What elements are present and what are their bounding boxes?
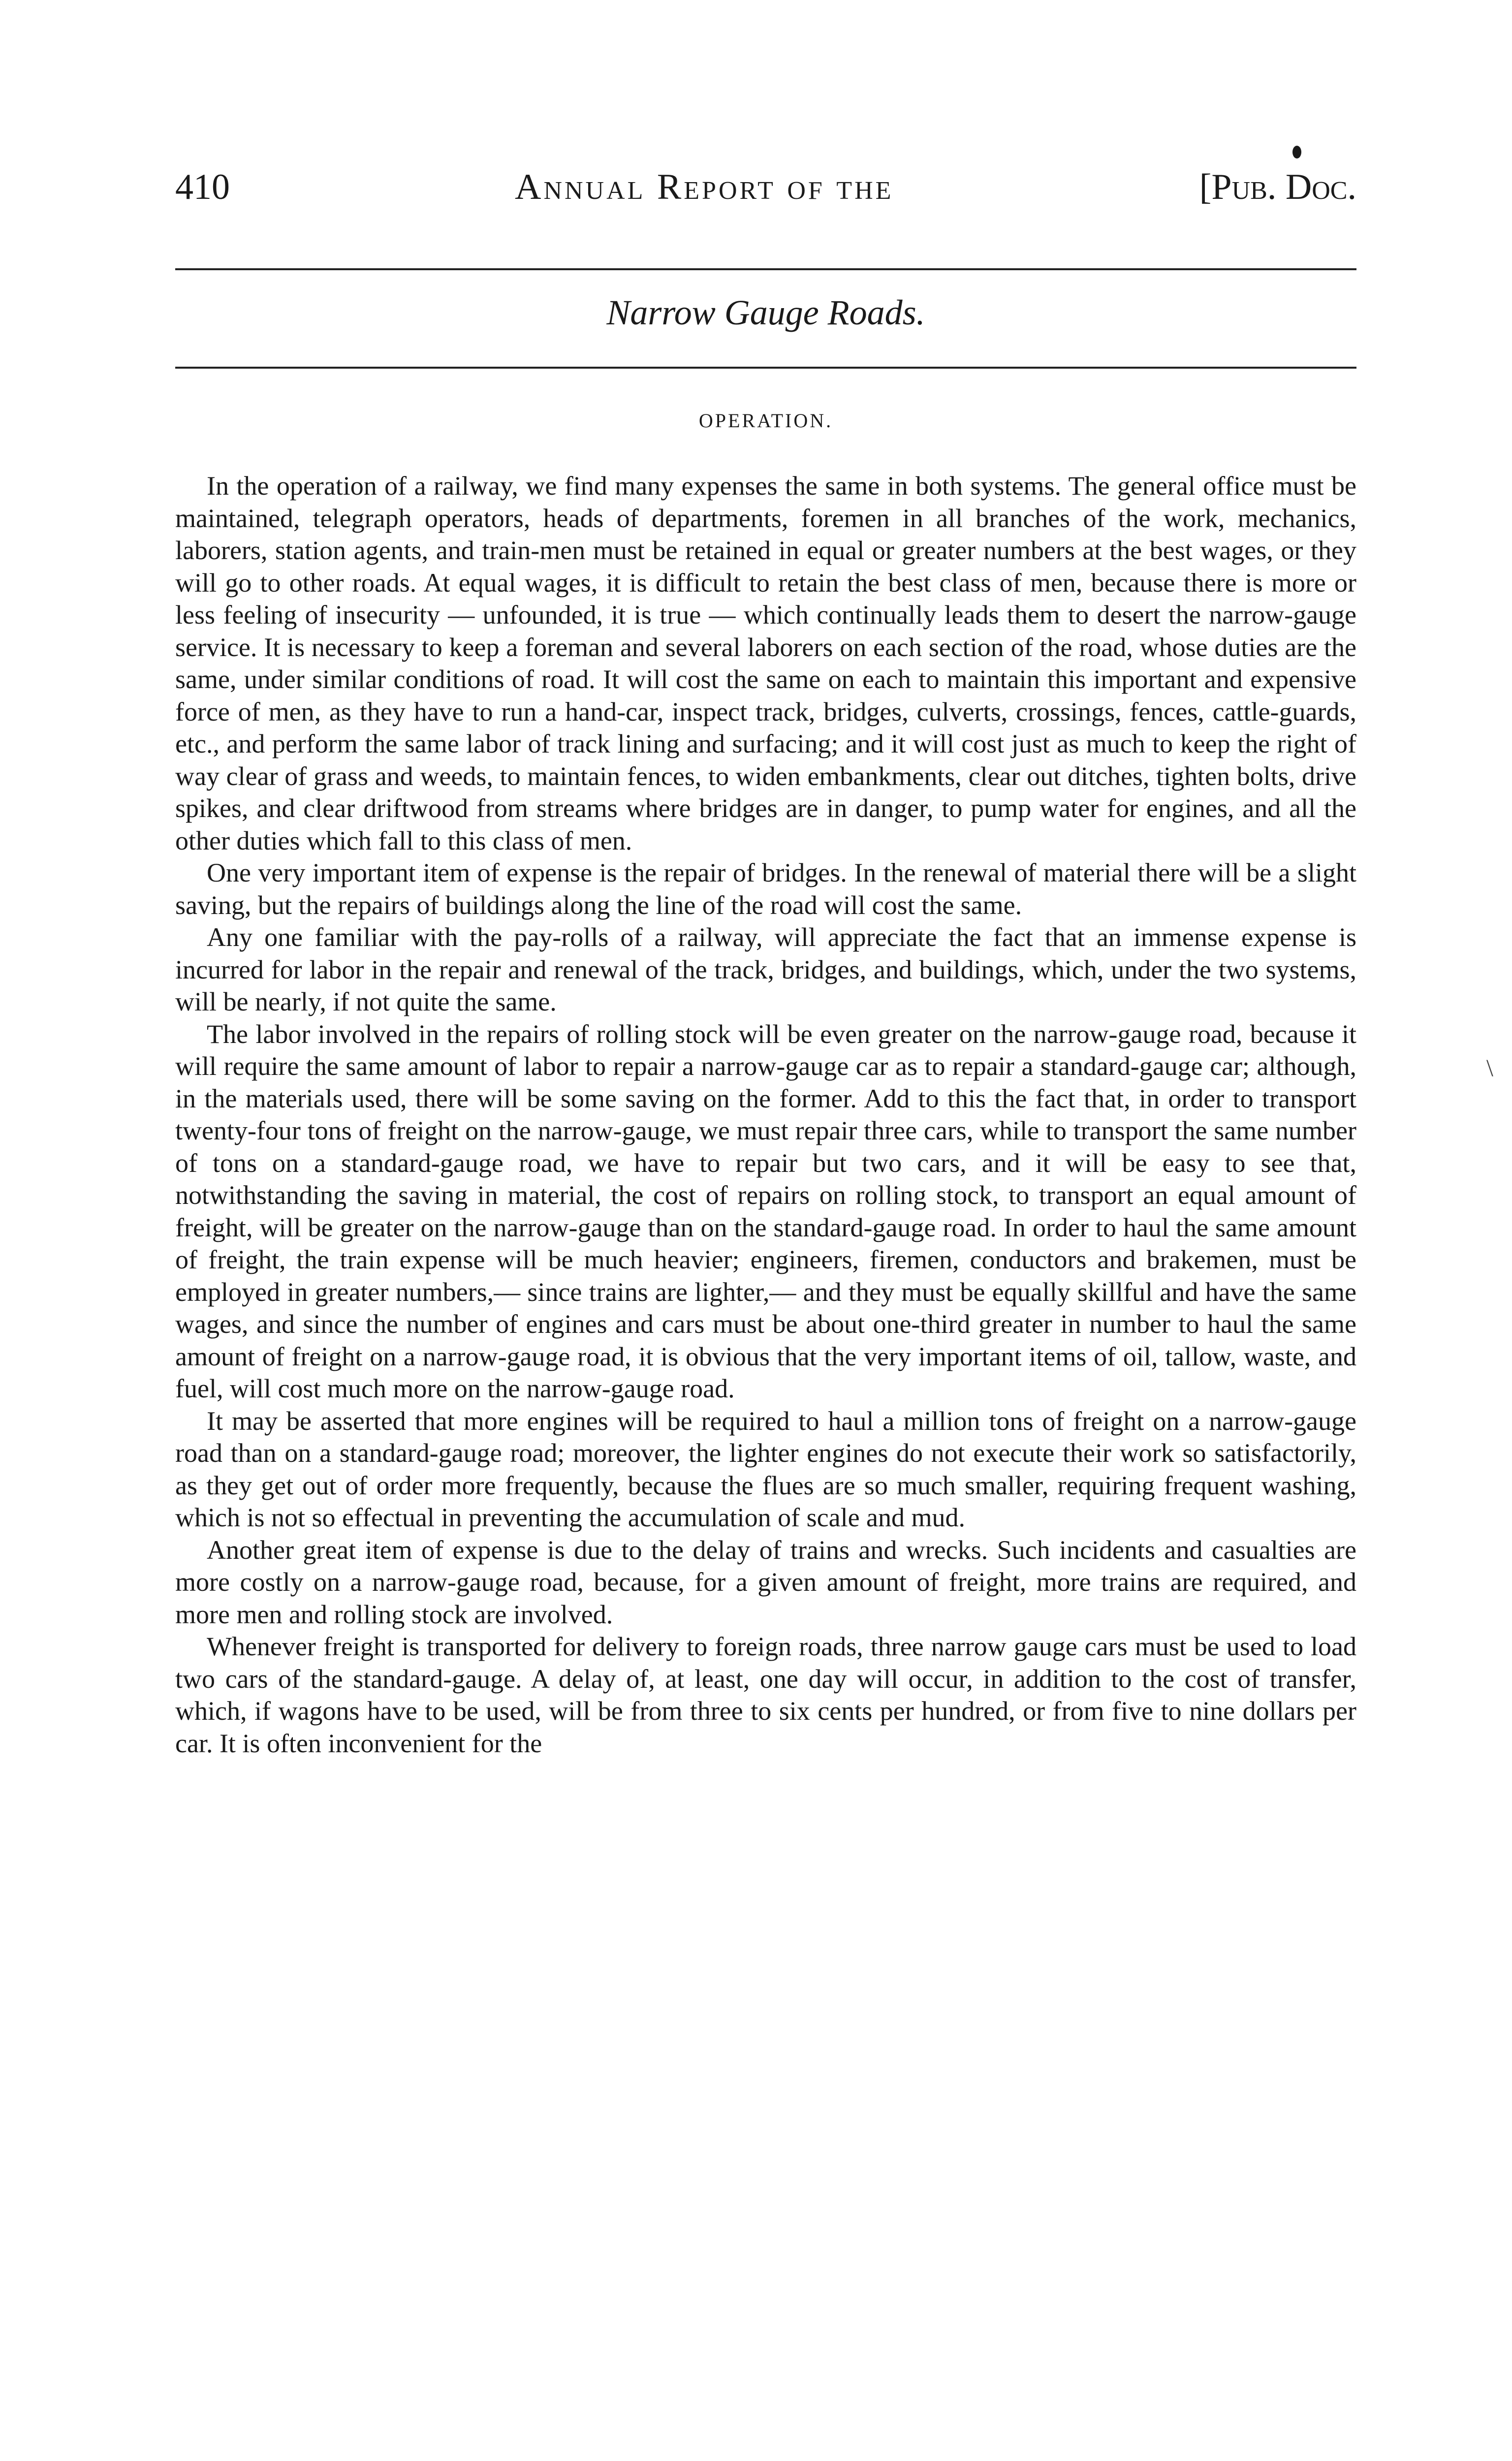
subheading: OPERATION. <box>698 410 833 432</box>
paragraph-freight-transfer: Whenever freight is transported for delivery to foreign roads, three narrow gauge cars must be used to load two cars of the standard-gauge. A delay of, at least, one day will occur, in addition to the cost of transfer, which, if wagons have to be used, will be from three to six cents per hundred, or from five to nine dollars per car. It is often inconvenient for the <box>175 1632 1356 1758</box>
paragraph-operation-expenses: In the operation of a railway, we find many expenses the same in both systems. The general office must be maintained, telegraph operators, heads of departments, foremen in all branches of the work, mechanics, laborers, station agents, and train-men must be retained in equal or greater numbers at the best wages, or they will go to other roads. At equal wages, it is difficult to retain the best class of men, because there is more or less feeling of insecurity — unfounded, it is true — which continually leads them to desert the narrow-gauge service. It is necessary to keep a foreman and several laborers on each section of the road, whose duties are the same, under similar conditions of road. It will cost the same on each to maintain this important and expensive force of men, as they have to run a hand-car, inspect track, bridges, culverts, crossings, fences, cattle-guards, etc., and perform the same labor of track lining and surfacing; and it will cost just as much to keep the right of way clear of grass and weeds, to maintain fences, to widen embankments, clear out ditches, tighten bolts, drive spikes, and clear driftwood from streams where bridges are in danger, to pump water for engines, and all the other duties which fall to this class of men. <box>175 471 1356 855</box>
paragraph-bridge-repair: One very important item of expense is the repair of bridges. In the renewal of material there will be a slight saving, but the repairs of buildings along the line of the road will cost the same. <box>175 858 1356 920</box>
paragraph-engines: It may be asserted that more engines will be required to haul a million tons of freight on a narrow-gauge road than on a standard-gauge road; moreover, the lighter engines do not execute their work so satisfactorily, as they get out of order more frequently, because the flues are so much smaller, requiring frequent washing, which is not so effectual in preventing the accumulation of scale and mud. <box>175 1406 1356 1532</box>
paragraph-delays-wrecks: Another great item of expense is due to the delay of trains and wrecks. Such incidents and casualties are more costly on a narrow-gauge road, because, for a given amount of freight, more trains are required, and more men and rolling stock are involved. <box>175 1535 1356 1629</box>
document-label: [Pub. Doc. <box>1199 167 1356 207</box>
page-number: 410 <box>175 167 230 207</box>
report-title: Annual Report of the <box>515 167 894 207</box>
ink-blot <box>1292 146 1301 158</box>
body-text <box>175 470 1356 1760</box>
header-rule-top <box>175 268 1356 270</box>
section-title: Narrow Gauge Roads. <box>606 293 925 332</box>
running-head <box>175 162 1356 212</box>
header-rule-bottom <box>175 367 1356 369</box>
paragraph-pay-rolls: Any one familiar with the pay-rolls of a railway, will appreciate the fact that an immense expense is incurred for labor in the repair and renewal of the track, bridges, and buildings, which, under the two systems, will be nearly, if not quite the same. <box>175 922 1356 1016</box>
margin-mark: \ <box>1486 1054 1493 1081</box>
paragraph-rolling-stock: The labor involved in the repairs of rolling stock will be even greater on the narrow-gauge road, because it will require the same amount of labor to repair a narrow-gauge car as to repair a standard-gauge car; although, in the materials used, there will be some saving on the former. Add to this the fact that, in order to transport twenty-four tons of freight on the narrow-gauge, we must repair three cars, while to transport the same number of tons on a standard-gauge road, we have to repair but two cars, and it will be easy to see that, notwithstanding the saving in material, the cost of repairs on rolling stock, to transport an equal amount of freight, will be greater on the narrow-gauge than on the standard-gauge road. In order to haul the same amount of freight, the train expense will be much heavier; engineers, firemen, conductors and brakemen, must be employed in greater numbers,— since trains are lighter,— and they must be equally skillful and have the same wages, and since the number of engines and cars must be about one-third greater in number to haul the same amount of freight on a narrow-gauge road, it is obvious that the very important items of oil, tallow, waste, and fuel, will cost much more on the narrow-gauge road. <box>175 1019 1356 1403</box>
